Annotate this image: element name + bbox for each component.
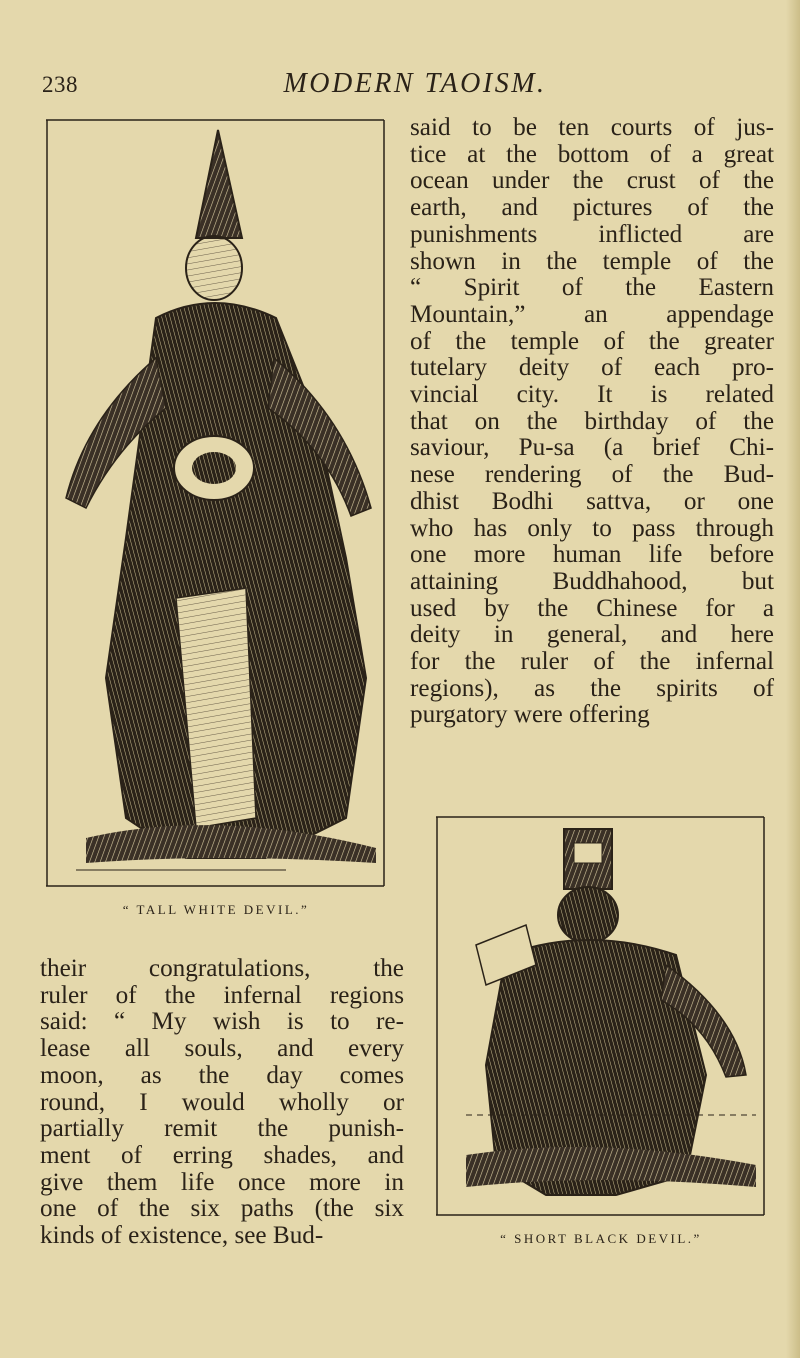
- text-line: earth, and pictures of the: [410, 194, 774, 222]
- text-line: deity in general, and here: [410, 621, 774, 649]
- text-line: said to be ten courts of jus-: [410, 114, 774, 141]
- text-line: tutelary deity of each pro-: [410, 354, 774, 382]
- text-line: kinds of existence, see Bud-: [40, 1222, 324, 1250]
- text-line: ment of erring shades, and: [40, 1141, 404, 1169]
- text-line: attaining Buddhahood, but: [410, 567, 774, 595]
- page-header: [0, 66, 800, 106]
- text-line: ruler of the infernal regions: [40, 981, 404, 1009]
- figure-caption-tall-white-devil: “ TALL WHITE DEVIL.”: [122, 902, 310, 917]
- tall-white-devil-engraving: [46, 118, 386, 888]
- page-edge: [786, 0, 800, 1358]
- tall-white-devil-illustration: [46, 118, 386, 888]
- text-line: said: “ My wish is to re-: [40, 1008, 404, 1036]
- text-line: moon, as the day comes: [40, 1061, 404, 1089]
- text-line: used by the Chinese for a: [410, 594, 774, 622]
- text-line: “ Spirit of the Eastern: [410, 274, 774, 302]
- text-line: for the ruler of the infernal: [410, 648, 774, 676]
- text-line: one more human life before: [410, 541, 774, 569]
- short-black-devil-illustration: [436, 815, 766, 1217]
- text-line: who has only to pass through: [410, 514, 774, 542]
- text-line: round, I would wholly or: [40, 1088, 404, 1116]
- running-head: MODERN TAOISM.: [283, 68, 547, 99]
- text-line: that on the birthday of the: [410, 407, 774, 435]
- body-text-left-column: [40, 956, 404, 1250]
- text-line: of the temple of the greater: [410, 327, 774, 355]
- text-line: saviour, Pu-sa (a brief Chi-: [410, 434, 774, 462]
- text-line: partially remit the punish-: [40, 1115, 404, 1143]
- text-line: tice at the bottom of a great: [410, 140, 774, 168]
- text-line: vincial city. It is related: [410, 381, 774, 409]
- text-line: shown in the temple of the: [410, 247, 774, 275]
- short-black-devil-engraving: [436, 815, 766, 1217]
- text-line: dhist Bodhi sattva, or one: [410, 487, 774, 515]
- text-line: give them life once more in: [40, 1168, 404, 1196]
- text-line: regions), as the spirits of: [410, 674, 774, 702]
- figure-caption-short-black-devil: “ SHORT BLACK DEVIL.”: [500, 1231, 702, 1246]
- body-text-right-column: [410, 115, 774, 729]
- text-line: purgatory were offering: [410, 701, 650, 729]
- text-line: nese rendering of the Bud-: [410, 461, 774, 489]
- text-line: one of the six paths (the six: [40, 1195, 404, 1223]
- text-line: their congratulations, the: [40, 955, 404, 982]
- text-line: Mountain,” an appendage: [410, 300, 774, 328]
- text-line: lease all souls, and every: [40, 1035, 404, 1063]
- text-line: ocean under the crust of the: [410, 167, 774, 195]
- page-number: 238: [42, 72, 78, 97]
- text-line: punishments inflicted are: [410, 220, 774, 248]
